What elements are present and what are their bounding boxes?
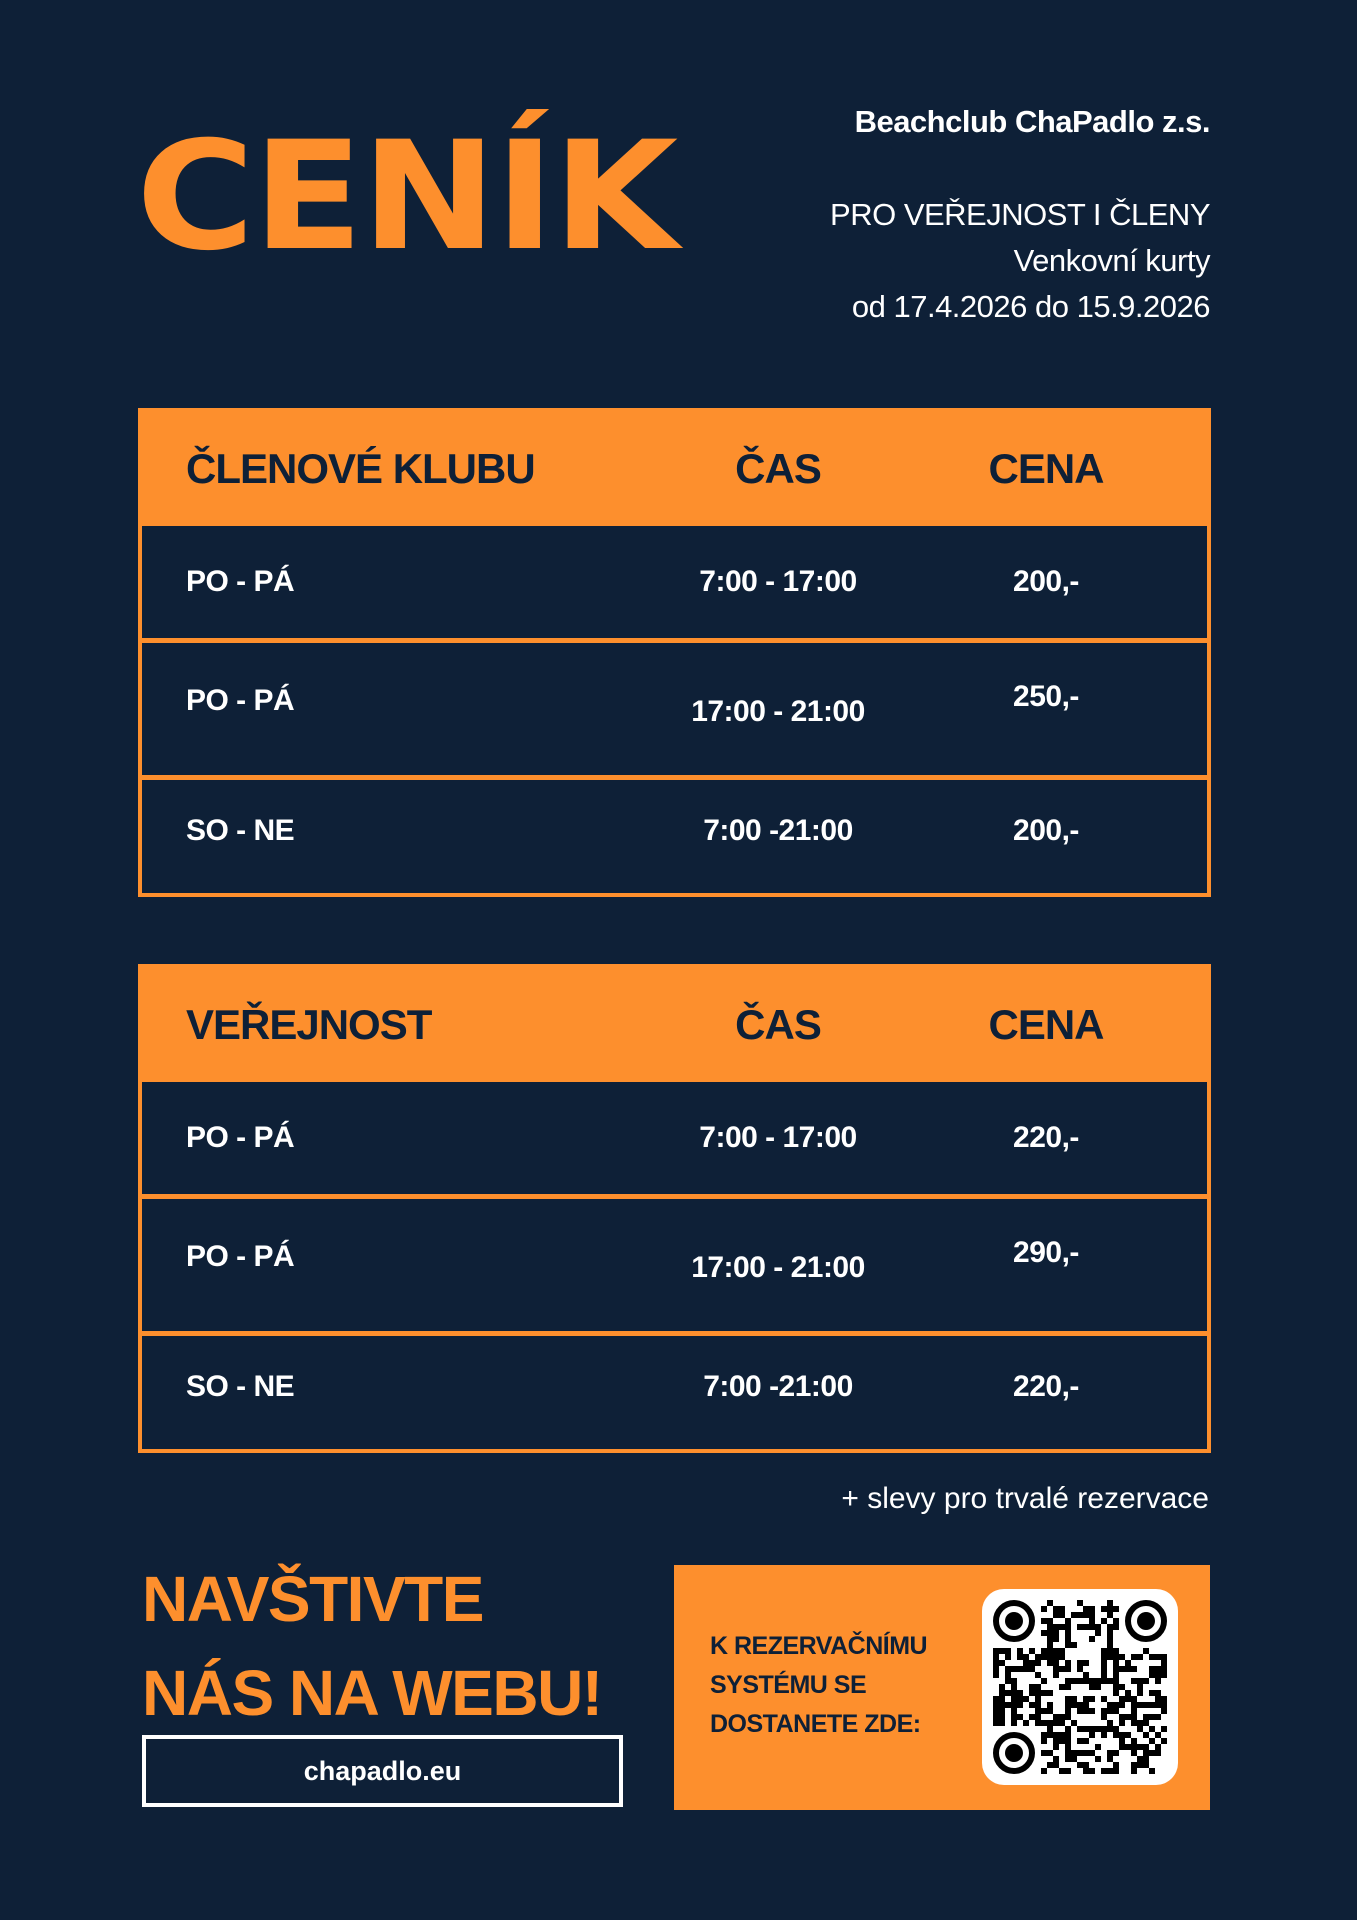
day-cell: PO - PÁ <box>186 1240 295 1274</box>
reservation-text-line: SYSTÉMU SE <box>710 1671 867 1699</box>
table-row <box>142 526 1207 638</box>
audience-text: PRO VEŘEJNOST I ČLENY <box>830 197 1210 232</box>
members-price-table <box>138 408 1211 897</box>
discount-note: + slevy pro trvalé rezervace <box>841 1482 1209 1515</box>
table-header <box>142 412 1207 526</box>
pricing-info <box>830 192 1210 330</box>
website-link[interactable]: chapadlo.eu <box>142 1735 623 1807</box>
table-row <box>142 775 1207 893</box>
public-price-table <box>138 964 1211 1453</box>
page-title: CENÍK <box>136 110 677 284</box>
table-row <box>142 1194 1207 1331</box>
time-cell: 17:00 - 21:00 <box>691 1250 865 1284</box>
price-cell: 220,- <box>1013 1121 1079 1154</box>
time-cell: 7:00 -21:00 <box>703 1369 853 1403</box>
time-cell: 7:00 - 17:00 <box>699 565 857 598</box>
web-heading <box>142 1552 602 1740</box>
column-header-price: CENA <box>988 1001 1104 1048</box>
column-header-group: VEŘEJNOST <box>186 1001 432 1048</box>
club-name: Beachclub ChaPadlo z.s. <box>854 104 1210 139</box>
table-row <box>142 1331 1207 1449</box>
venue-text: Venkovní kurty <box>1013 243 1210 278</box>
time-cell: 7:00 - 17:00 <box>699 1121 857 1154</box>
column-header-group: ČLENOVÉ KLUBU <box>186 445 535 492</box>
web-heading-line: NÁS NA WEBU! <box>142 1657 602 1729</box>
price-cell: 220,- <box>1013 1369 1079 1403</box>
period-text: od 17.4.2026 do 15.9.2026 <box>851 289 1210 324</box>
day-cell: SO - NE <box>186 1369 295 1403</box>
day-cell: PO - PÁ <box>186 1121 295 1154</box>
table-row <box>142 638 1207 775</box>
day-cell: PO - PÁ <box>186 684 295 718</box>
price-cell: 250,- <box>1013 680 1079 714</box>
price-cell: 200,- <box>1013 813 1079 847</box>
column-header-time: ČAS <box>735 1001 821 1048</box>
reservation-text-line: DOSTANETE ZDE: <box>710 1710 921 1738</box>
qr-code-graphic <box>982 1589 1178 1785</box>
price-cell: 200,- <box>1013 565 1079 598</box>
table-header <box>142 968 1207 1082</box>
column-header-time: ČAS <box>735 445 821 492</box>
time-cell: 7:00 -21:00 <box>703 813 853 847</box>
reservation-box <box>674 1565 1210 1810</box>
column-header-price: CENA <box>988 445 1104 492</box>
reservation-text-line: K REZERVAČNÍMU <box>710 1632 928 1660</box>
web-heading-line: NAVŠTIVTE <box>142 1563 483 1635</box>
day-cell: SO - NE <box>186 813 295 847</box>
qr-code-icon[interactable] <box>982 1589 1178 1785</box>
table-row <box>142 1082 1207 1194</box>
reservation-text <box>710 1627 927 1744</box>
day-cell: PO - PÁ <box>186 565 295 598</box>
time-cell: 17:00 - 21:00 <box>691 694 865 728</box>
price-cell: 290,- <box>1013 1236 1079 1270</box>
